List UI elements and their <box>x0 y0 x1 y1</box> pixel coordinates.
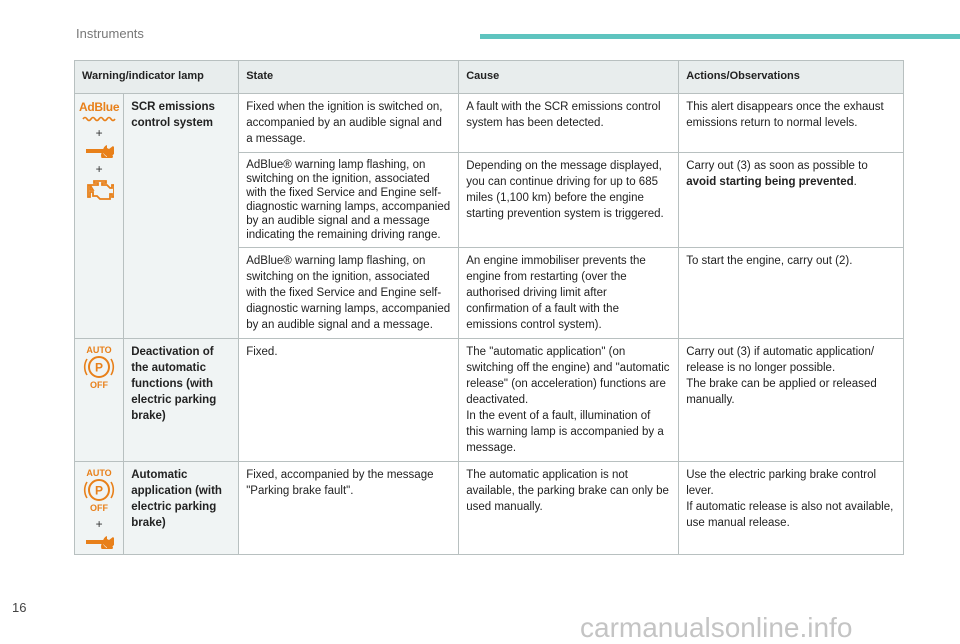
scr-action-2-end: . <box>853 176 857 188</box>
svg-text:OFF: OFF <box>90 380 109 390</box>
automatic-cause: The automatic application is not available, the parking brake can only be used manually. <box>459 462 679 555</box>
table-header-row <box>75 61 904 94</box>
scr-action-3: To start the engine, carry out (2). <box>679 248 904 339</box>
plus-sign: + <box>95 517 103 531</box>
deactivation-cause: The "automatic application" (on switching off the engine) and "automatic release" (on acceleration) functions are deactivated. In the event of a fault, illumination of this warning lamp is accompanied by a message. <box>459 339 679 462</box>
scr-state-2: AdBlue® warning lamp flashing, on switching on the ignition, associated with the fixed Service and Engine self-diagnostic warning lamps, accompanied by an audible signal and a message indicating the remaining driving range. <box>239 153 459 248</box>
scr-cause-2: Depending on the message displayed, you can continue driving for up to 685 miles (1,100 km) before the engine starting prevention system is triggered. <box>459 153 679 248</box>
scr-cause-3: An engine immobiliser prevents the engine from restarting (over the authorised driving limit after confirmation of a fault with the emissions control system). <box>459 248 679 339</box>
automatic-action: Use the electric parking brake control lever. If automatic release is also not available, use manual release. <box>679 462 904 555</box>
wrench-icon <box>84 144 114 158</box>
svg-text:P: P <box>95 483 104 498</box>
table-row <box>75 339 904 462</box>
deactivation-state: Fixed. <box>239 339 459 462</box>
scr-icon-cell <box>75 94 124 339</box>
automatic-application-name: Automatic application (with electric parking brake) <box>124 462 239 555</box>
section-title: Instruments <box>76 26 144 41</box>
parking-brake-auto-off-icon <box>82 344 116 390</box>
table-row <box>75 94 904 153</box>
watermark-text: carmanualsonline.info <box>580 612 853 643</box>
page-number: 16 <box>12 600 27 615</box>
engine-icon <box>84 180 114 202</box>
deactivation-name: Deactivation of the automatic functions (with electric parking brake) <box>124 339 239 462</box>
scr-system-name: SCR emissions control system <box>124 94 239 339</box>
scr-cause-1: A fault with the SCR emissions control system has been detected. <box>459 94 679 153</box>
adblue-icon: AdBlue <box>79 99 119 122</box>
auto-off-icon-cell <box>75 339 124 462</box>
deactivation-action: Carry out (3) if automatic application/ release is no longer possible. The brake can be applied or released manually. <box>679 339 904 462</box>
column-header-cause: Cause <box>459 61 679 94</box>
header-accent-bar <box>480 34 960 39</box>
scr-state-1: Fixed when the ignition is switched on, accompanied by an audible signal and a message. <box>239 94 459 153</box>
column-header-lamp: Warning/indicator lamp <box>75 61 239 94</box>
svg-text:P: P <box>95 360 104 375</box>
svg-text:AUTO: AUTO <box>86 345 112 355</box>
column-header-actions: Actions/Observations <box>679 61 904 94</box>
scr-action-2 <box>679 153 904 248</box>
scr-state-3: AdBlue® warning lamp flashing, on switching on the ignition, associated with the fixed Service and Engine self-diagnostic warning lamps, accompanied by an audible signal and a message. <box>239 248 459 339</box>
automatic-icon-cell <box>75 462 124 555</box>
parking-brake-auto-off-icon <box>82 467 116 513</box>
svg-text:AUTO: AUTO <box>86 468 112 478</box>
table-row <box>75 462 904 555</box>
warning-lamp-table <box>74 60 904 555</box>
plus-sign: + <box>95 162 103 176</box>
scr-action-2-text: Carry out (3) as soon as possible to <box>686 160 868 172</box>
scr-action-1: This alert disappears once the exhaust emissions return to normal levels. <box>679 94 904 153</box>
wrench-icon <box>84 535 114 549</box>
plus-sign: + <box>95 126 103 140</box>
column-header-state: State <box>239 61 459 94</box>
svg-text:OFF: OFF <box>90 503 109 513</box>
automatic-state: Fixed, accompanied by the message "Parking brake fault". <box>239 462 459 555</box>
scr-action-2-emphasis: avoid starting being prevented <box>686 176 854 188</box>
